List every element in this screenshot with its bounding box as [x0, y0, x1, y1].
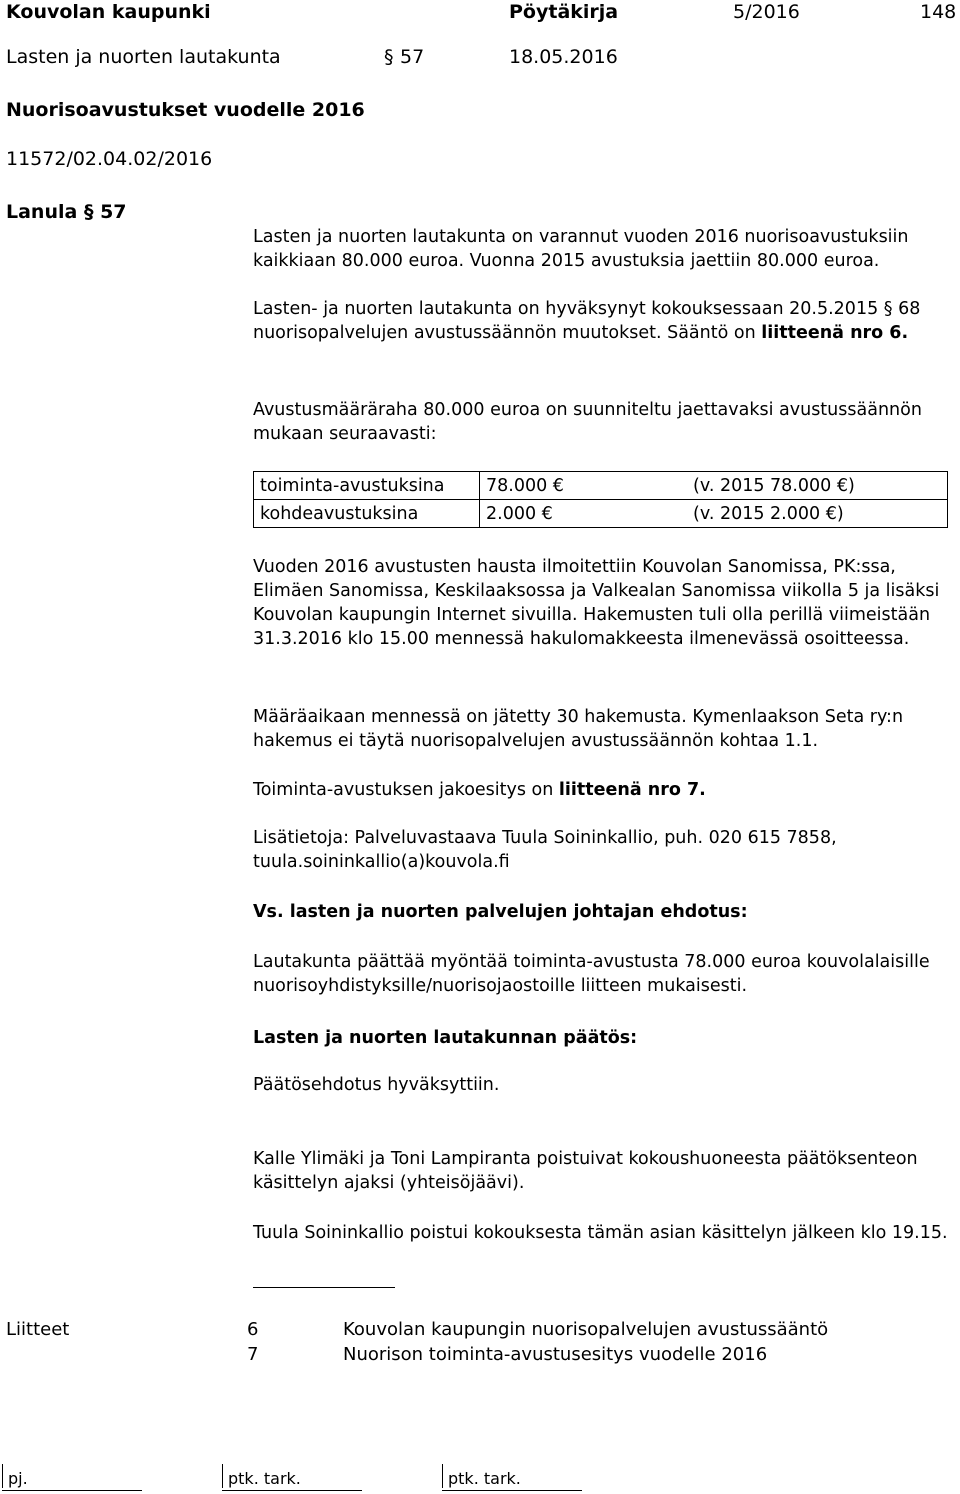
document-type: Pöytäkirja [509, 1, 619, 23]
table-cell-previous: (v. 2015 2.000 €) [687, 500, 948, 528]
footer-check-2-label: ptk. tark. [448, 1469, 521, 1488]
paragraph-announcement-text: Vuoden 2016 avustusten hausta ilmoitettiin Kouvolan Sanomissa, PK:ssa, Elimäen Sanomissa, Keskilaaksossa ja Valkealan Sanomissa viikolla 5 ja lisäksi Kouvolan kaupungin Internet sivuilla. Hakemusten tuli olla perillä viimeistään 31.3.2016 klo 15.00 mennessä hakulomakkeesta ilmenevässä osoitteessa. [253, 557, 940, 649]
footer-line [222, 1490, 362, 1491]
attachment-title: Kouvolan kaupungin nuorisopalvelujen avustussääntö [343, 1319, 829, 1340]
attachment-number: 7 [247, 1344, 259, 1365]
paragraph-contact-text: Lisätietoja: Palveluvastaava Tuula Soininkallio, puh. 020 615 7858, tuula.soininkallio(a)kouvola.fi [253, 828, 837, 872]
rules-text-b: 68 nuorisopalvelujen avustussäännön muutokset. Sääntö on [253, 299, 921, 343]
footer-spacer [0, 1466, 960, 1467]
footer-tick [442, 1464, 443, 1488]
footer-check-1 [222, 1470, 301, 1488]
paragraph-disqualification-text: Kalle Ylimäki ja Toni Lampiranta poistuivat kokoushuoneesta päätöksenteon käsittelyn ajaksi (yhteisöjäävi). [253, 1149, 918, 1193]
attachment-number: 6 [247, 1319, 259, 1340]
table-row [254, 500, 948, 528]
decision-text: Päätösehdotus hyväksyttiin. [253, 1075, 500, 1095]
paragraph-departure-text: Tuula Soininkallio poistui kokouksesta tämän asian käsittelyn jälkeen klo 19.15. [253, 1223, 948, 1243]
footer-tick [222, 1464, 223, 1488]
paragraph-announcement [253, 555, 953, 651]
allocation-table [253, 471, 948, 528]
footer-line [442, 1490, 582, 1491]
agenda-label-text: Lanula [6, 201, 78, 223]
document-number: 5/2016 [733, 1, 800, 23]
distribution-attachment-ref: liitteenä nro 7. [558, 780, 706, 800]
distribution-text: Toiminta-avustuksen jakoesitys on [253, 780, 559, 800]
paragraph-proposal [253, 950, 953, 998]
paragraph-distribution [253, 778, 953, 802]
paragraph-appropriation-text: Avustusmääräraha 80.000 euroa on suunniteltu jaettavaksi avustussäännön mukaan seuraavasti: [253, 400, 922, 444]
table-cell-amount: 78.000 € [480, 472, 688, 500]
section-sign-icon: § [384, 46, 394, 68]
decision-heading: Lasten ja nuorten lautakunnan päätös: [253, 1028, 638, 1048]
page-number: 148 [920, 1, 957, 23]
paragraph-appropriation [253, 398, 953, 446]
rules-attachment-ref: liitteenä nro 6. [761, 323, 909, 343]
paragraph-distribution-text [253, 778, 953, 802]
agenda-number: 57 [100, 201, 127, 223]
footer-tick [2, 1464, 3, 1488]
board-name: Lasten ja nuorten lautakunta [6, 46, 281, 68]
page-title: Nuorisoavustukset vuodelle 2016 [6, 99, 365, 121]
paragraph-departure [253, 1221, 953, 1245]
rules-section-icon: § [883, 299, 893, 319]
paragraph-applications [253, 705, 953, 753]
footer-initials [2, 1470, 28, 1488]
city-name: Kouvolan kaupunki [6, 1, 211, 23]
table-cell-label: toiminta-avustuksina [254, 472, 480, 500]
paragraph-contact [253, 826, 953, 874]
paragraph-budget-text: Lasten ja nuorten lautakunta on varannut vuoden 2016 nuorisoavustuksiin kaikkiaan 80.000 euroa. Vuonna 2015 avustuksia jaettiin 80.000 euroa. [253, 227, 909, 271]
paragraph-rules-text [253, 297, 953, 345]
proposal-heading: Vs. lasten ja nuorten palvelujen johtajan ehdotus: [253, 902, 748, 922]
table-cell-amount: 2.000 € [480, 500, 688, 528]
footer-check-2 [442, 1470, 521, 1488]
table-row [254, 472, 948, 500]
attachment-title: Nuorison toiminta-avustusesitys vuodelle 2016 [343, 1344, 768, 1365]
table-cell-label: kohdeavustuksina [254, 500, 480, 528]
footer-check-1-label: ptk. tark. [228, 1469, 301, 1488]
attachments-label: Liitteet [6, 1319, 70, 1340]
paragraph-budget [253, 225, 953, 273]
footer-initials-label: pj. [8, 1469, 28, 1488]
table-cell-previous: (v. 2015 78.000 €) [687, 472, 948, 500]
paragraph-proposal-text: Lautakunta päättää myöntää toiminta-avustusta 78.000 euroa kouvolalaisille nuorisoyhdistyksille/nuorisojaostoille liitteen mukaisesti. [253, 952, 930, 996]
divider [253, 1287, 395, 1288]
agenda-label [6, 200, 127, 224]
case-number: 11572/02.04.02/2016 [6, 148, 213, 170]
paragraph-rules [253, 297, 953, 345]
rules-text-a: Lasten- ja nuorten lautakunta on hyväksynyt kokouksessaan 20.5.2015 [253, 299, 884, 319]
section-number: 57 [400, 46, 425, 68]
paragraph-applications-text: Määräaikaan mennessä on jätetty 30 hakemusta. Kymenlaakson Seta ry:n hakemus ei täytä nuorisopalvelujen avustussäännön kohtaa 1.1. [253, 707, 904, 751]
footer-line [2, 1490, 142, 1491]
agenda-section-icon: § [83, 201, 94, 223]
meeting-date: 18.05.2016 [509, 46, 618, 68]
paragraph-disqualification [253, 1147, 953, 1195]
